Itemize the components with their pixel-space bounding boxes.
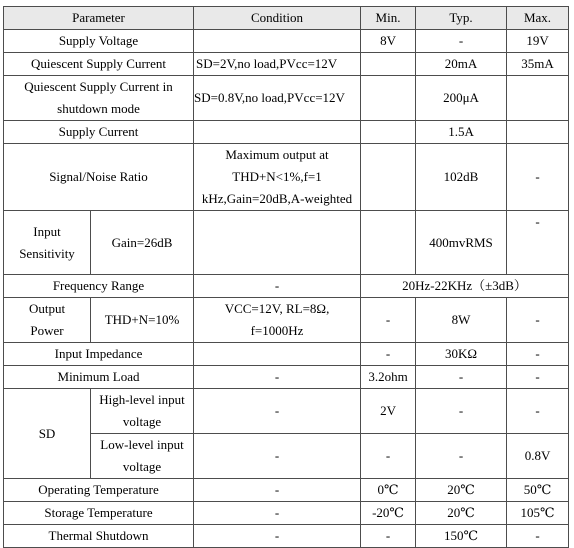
row-frequency-range (4, 275, 569, 298)
min-cell (361, 76, 416, 121)
param-cell (4, 298, 91, 343)
row-supply-current (4, 121, 569, 144)
max-cell: 105℃ (507, 502, 569, 525)
typ-cell: - (416, 30, 507, 53)
typ-cell: 8W (416, 298, 507, 343)
min-cell: - (361, 298, 416, 343)
condition-cell: - (194, 275, 361, 298)
condition-line: f=1000Hz (250, 323, 304, 338)
sub-param-cell (91, 389, 194, 434)
condition-cell: - (194, 525, 361, 548)
typ-cell: 200μA (416, 76, 507, 121)
condition-cell (194, 144, 361, 211)
sub-param-line: Low-level input (100, 437, 184, 452)
header-typ: Typ. (416, 7, 507, 30)
condition-line: THD+N<1%,f=1 (232, 169, 322, 184)
min-cell: - (361, 343, 416, 366)
specifications-table (3, 6, 569, 548)
condition-cell: - (194, 479, 361, 502)
condition-line: VCC=12V, RL=8Ω, (224, 301, 330, 316)
max-cell: - (507, 343, 569, 366)
param-cell (4, 211, 91, 275)
min-cell: 0℃ (361, 479, 416, 502)
max-cell: - (507, 389, 569, 434)
max-cell: 50℃ (507, 479, 569, 502)
row-storage-temperature (4, 502, 569, 525)
header-row (4, 7, 569, 30)
min-cell: 3.2ohm (361, 366, 416, 389)
param-line: shutdown mode (57, 101, 140, 116)
row-input-sensitivity (4, 211, 569, 275)
sub-param-line: High-level input (99, 392, 185, 407)
typ-cell: 400mvRMS (416, 211, 507, 275)
param-cell: Thermal Shutdown (4, 525, 194, 548)
row-output-power (4, 298, 569, 343)
condition-cell (194, 298, 361, 343)
sub-param-cell: THD+N=10% (91, 298, 194, 343)
condition-cell: SD=2V,no load,PVcc=12V (194, 53, 361, 76)
condition-cell (194, 211, 361, 275)
param-cell: Input Impedance (4, 343, 194, 366)
row-minimum-load (4, 366, 569, 389)
max-cell: 35mA (507, 53, 569, 76)
typ-cell: 1.5A (416, 121, 507, 144)
param-cell: Supply Current (4, 121, 194, 144)
typ-cell: 150℃ (416, 525, 507, 548)
param-cell: Supply Voltage (4, 30, 194, 53)
param-cell: Storage Temperature (4, 502, 194, 525)
condition-cell: - (194, 502, 361, 525)
typ-cell: 20℃ (416, 502, 507, 525)
param-line: Quiescent Supply Current in (24, 79, 173, 94)
sub-param-line: voltage (122, 414, 162, 429)
row-quiescent-shutdown (4, 76, 569, 121)
typ-cell: 102dB (416, 144, 507, 211)
row-operating-temperature (4, 479, 569, 502)
row-supply-voltage (4, 30, 569, 53)
header-parameter: Parameter (4, 7, 194, 30)
typ-cell: - (416, 434, 507, 479)
max-cell: - (507, 525, 569, 548)
typ-cell: 30KΩ (416, 343, 507, 366)
min-cell (361, 144, 416, 211)
param-cell: Quiescent Supply Current (4, 53, 194, 76)
max-cell: - (507, 298, 569, 343)
max-cell (507, 121, 569, 144)
min-cell: 2V (361, 389, 416, 434)
typ-cell: 20mA (416, 53, 507, 76)
max-cell: 19V (507, 30, 569, 53)
condition-cell (194, 343, 361, 366)
min-cell: - (361, 525, 416, 548)
condition-line: kHz,Gain=20dB,A-weighted (201, 191, 353, 206)
max-cell: - (507, 366, 569, 389)
max-cell: - (507, 144, 569, 211)
condition-cell: - (194, 389, 361, 434)
min-cell: -20℃ (361, 502, 416, 525)
condition-cell (194, 121, 361, 144)
row-quiescent-current (4, 53, 569, 76)
min-cell (361, 211, 416, 275)
min-cell (361, 53, 416, 76)
param-line: Power (30, 323, 64, 338)
typ-cell: - (416, 366, 507, 389)
max-cell: 0.8V (507, 434, 569, 479)
param-cell: Frequency Range (4, 275, 194, 298)
param-cell: SD (4, 389, 91, 479)
condition-cell: SD=0.8V,no load,PVcc=12V (194, 76, 361, 121)
param-cell (4, 76, 194, 121)
sub-param-cell (91, 434, 194, 479)
max-cell: - (507, 211, 569, 275)
min-cell: 8V (361, 30, 416, 53)
header-max: Max. (507, 7, 569, 30)
condition-cell: - (194, 434, 361, 479)
typ-cell: - (416, 389, 507, 434)
param-line: Input (33, 223, 61, 239)
param-cell: Operating Temperature (4, 479, 194, 502)
param-cell: Minimum Load (4, 366, 194, 389)
sub-param-line: voltage (122, 459, 162, 474)
param-line: Sensitivity (19, 245, 75, 261)
header-condition: Condition (194, 7, 361, 30)
min-cell (361, 121, 416, 144)
row-thermal-shutdown (4, 525, 569, 548)
row-input-impedance (4, 343, 569, 366)
value-cell: 20Hz-22KHz（±3dB） (361, 275, 569, 298)
condition-line: Maximum output at (225, 147, 329, 162)
row-sd-high (4, 389, 569, 434)
typ-cell: 20℃ (416, 479, 507, 502)
row-signal-noise-ratio (4, 144, 569, 211)
param-cell: Signal/Noise Ratio (4, 144, 194, 211)
max-cell (507, 76, 569, 121)
sub-param-cell: Gain=26dB (91, 211, 194, 275)
condition-cell (194, 30, 361, 53)
condition-cell: - (194, 366, 361, 389)
min-cell: - (361, 434, 416, 479)
param-line: Output (28, 301, 66, 316)
header-min: Min. (361, 7, 416, 30)
